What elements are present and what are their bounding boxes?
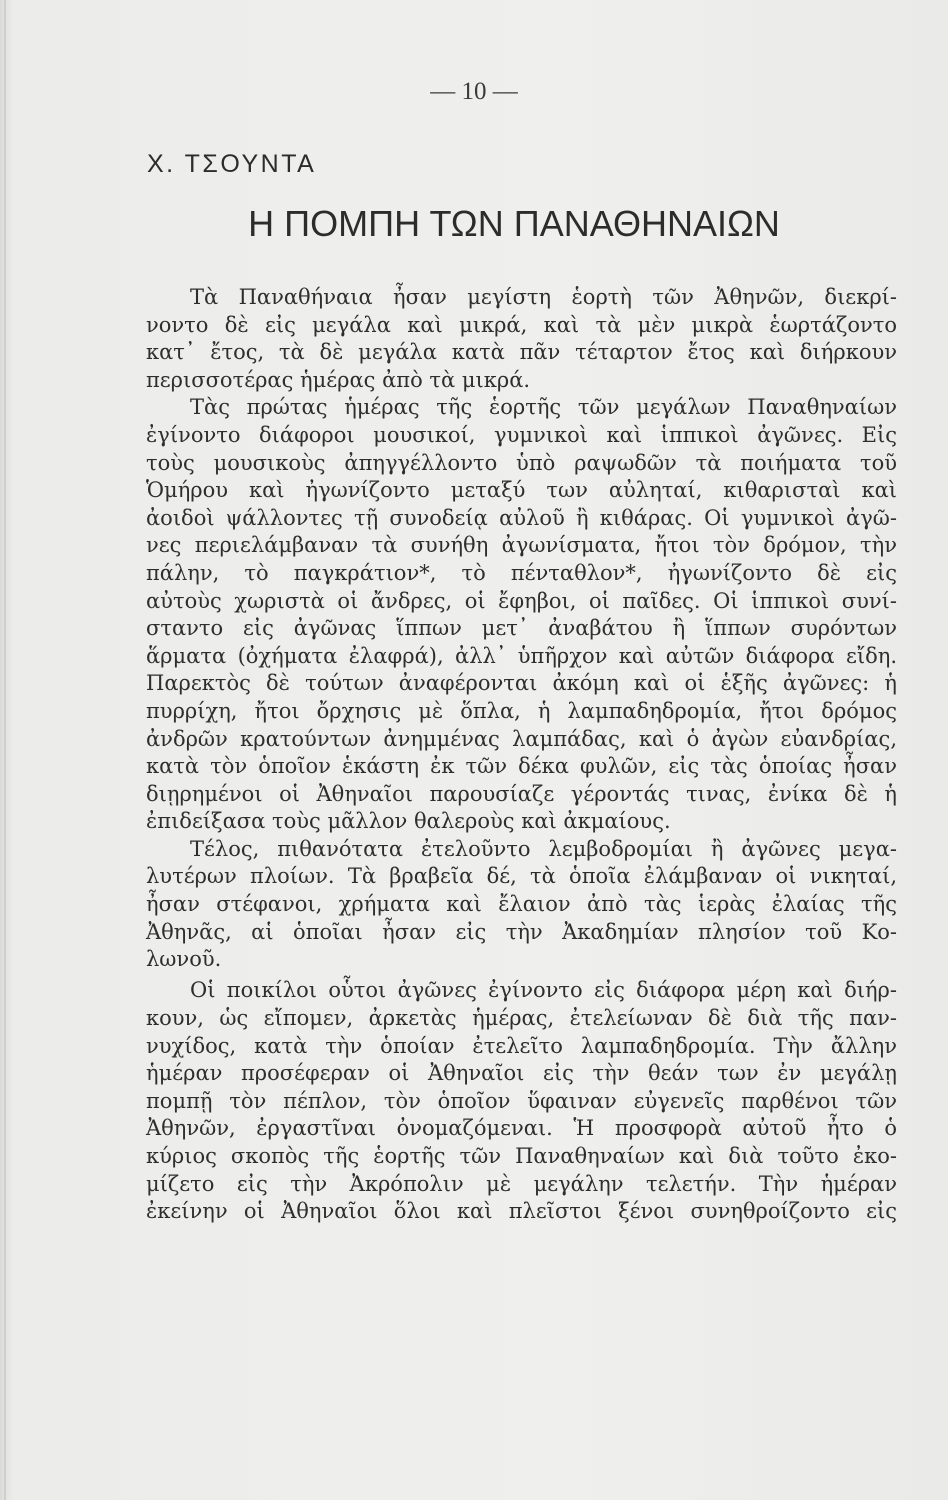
text-line: ἦσαν στέφανοι, χρήματα καὶ ἔλαιον ἀπὸ τὰς ἱερὰς ἐλαίας τῆς <box>146 892 897 917</box>
text-line: Τὰς πρώτας ἡμέρας τῆς ἑορτῆς τῶν μεγάλων Παναθηναίων <box>190 395 897 420</box>
text-line: Τέλος, πιθανότατα ἐτελοῦντο λεμβοδρομίαι ἢ ἀγῶνες μεγα- <box>190 836 897 861</box>
text-line: Τὰ Παναθήναια ἦσαν μεγίστη ἑορτὴ τῶν Ἀθηνῶν, διεκρί- <box>190 285 897 309</box>
text-line: ἡμέραν προσέφεραν οἱ Ἀθηναῖοι εἰς τὴν θεάν των ἐν μεγάλῃ <box>146 1061 897 1086</box>
text-line: ἐκείνην οἱ Ἀθηναῖοι ὅλοι καὶ πλεῖστοι ξένοι συνηθροίζοντο εἰς <box>146 1199 897 1224</box>
page-number: — 10 — <box>430 78 518 105</box>
text-line: πάλην, τὸ παγκράτιον*, τὸ πένταθλον*, ἠγωνίζοντο δὲ εἰς <box>146 560 897 585</box>
text-line: ἀοιδοὶ ψάλλοντες τῇ συνοδείᾳ αὐλοῦ ἢ κιθάρας. Οἱ γυμνικοὶ ἀγῶ- <box>146 505 897 530</box>
text-line: κατὰ τὸν ὁποῖον ἑκάστη ἐκ τῶν δέκα φυλῶν, εἰς τὰς ὁποίας ἦσαν <box>146 754 897 779</box>
text-line: Ἀθηνᾶς, αἱ ὁποῖαι ἦσαν εἰς τὴν Ἀκαδημίαν πλησίον τοῦ Κο- <box>146 919 897 944</box>
text-line: ἐγίνοντο διάφοροι μουσικοί, γυμνικοὶ καὶ ἱππικοὶ ἀγῶνες. Εἰς <box>146 422 897 447</box>
text-line: κύριος σκοπὸς τῆς ἑορτῆς τῶν Παναθηναίων καὶ διὰ τοῦτο ἐκο- <box>146 1144 897 1168</box>
text-line: κατ᾽ ἔτος, τὰ δὲ μεγάλα κατὰ πᾶν τέταρτον ἔτος καὶ διήρκουν <box>146 340 897 365</box>
chapter-title: Η ΠΟΜΠΗ ΤΩΝ ΠΑΝΑΘΗΝΑΙΩΝ <box>248 203 780 244</box>
text-line: λωνοῦ. <box>146 947 222 972</box>
text-line: Οἱ ποικίλοι οὗτοι ἀγῶνες ἐγίνοντο εἰς διάφορα μέρη καὶ διήρ- <box>190 978 897 1003</box>
text-line: νοντο δὲ εἰς μεγάλα καὶ μικρά, καὶ τὰ μὲν μικρὰ ἑωρτάζοντο <box>146 312 897 337</box>
text-line: Ὁμήρου καὶ ἠγωνίζοντο μεταξύ των αὐληταί, κιθαρισταὶ καὶ <box>146 478 897 503</box>
text-line: ἀνδρῶν κρατούντων ἀνημμένας λαμπάδας, καὶ ὁ ἀγὼν εὐανδρίας, <box>146 726 897 751</box>
text-line: αὐτοὺς χωριστὰ οἱ ἄνδρες, οἱ ἔφηβοι, οἱ παῖδες. Οἱ ἱππικοὶ συνί- <box>146 588 897 613</box>
text-line: Παρεκτὸς δὲ τούτων ἀναφέρονται ἀκόμη καὶ οἱ ἑξῆς ἀγῶνες: ἡ <box>146 671 897 696</box>
text-line: κουν, ὡς εἴπομεν, ἀρκετὰς ἡμέρας, ἐτελείωναν δὲ διὰ τῆς παν- <box>146 1006 897 1031</box>
text-line: τοὺς μουσικοὺς ἀπηγγέλλοντο ὑπὸ ραψωδῶν τὰ ποιήματα τοῦ <box>146 450 897 475</box>
text-line: νες περιελάμβαναν τὰ συνήθη ἀγωνίσματα, ἤτοι τὸν δρόμον, τὴν <box>146 533 897 558</box>
text-line: νυχίδος, κατὰ τὴν ὁποίαν ἐτελεῖτο λαμπαδηδρομία. Τὴν ἄλλην <box>146 1033 897 1058</box>
text-line: Ἀθηνῶν, ἐργαστῖναι ὀνομαζόμεναι. Ἡ προσφορὰ αὐτοῦ ἦτο ὁ <box>146 1116 897 1141</box>
text-line: ἅρματα (ὀχήματα ἐλαφρά), ἀλλ᾽ ὑπῆρχον καὶ αὐτῶν διάφορα εἴδη. <box>146 643 897 668</box>
body-text <box>146 284 897 1226</box>
text-line: πομπῇ τὸν πέπλον, τὸν ὁποῖον ὕφαιναν εὐγενεῖς παρθένοι τῶν <box>146 1088 897 1113</box>
text-line: ἐπιδείξασα τοὺς μᾶλλον θαλεροὺς καὶ ἀκμαίους. <box>146 809 671 834</box>
author-name: Χ. ΤΣΟΥΝΤΑ <box>147 150 317 178</box>
text-line: λυτέρων πλοίων. Τὰ βραβεῖα δέ, τὰ ὁποῖα ἐλάμβαναν οἱ νικηταί, <box>146 864 897 889</box>
text-line: διῃρημένοι οἱ Ἀθηναῖοι παρουσίαζε γέροντάς τινας, ἐνίκα δὲ ἡ <box>146 781 897 806</box>
text-line: μίζετο εἰς τὴν Ἀκρόπολιν μὲ μεγάλην τελετήν. Τὴν ἡμέραν <box>146 1171 897 1196</box>
text-line: σταντο εἰς ἀγῶνας ἵππων μετ᾽ ἀναβάτου ἢ ἵππων συρόντων <box>146 616 897 641</box>
text-line: περισσοτέρας ἡμέρας ἀπὸ τὰ μικρά. <box>146 367 531 392</box>
text-line: πυρρίχη, ἤτοι ὄρχησις μὲ ὅπλα, ἡ λαμπαδηδρομία, ἤτοι δρόμος <box>146 698 897 723</box>
